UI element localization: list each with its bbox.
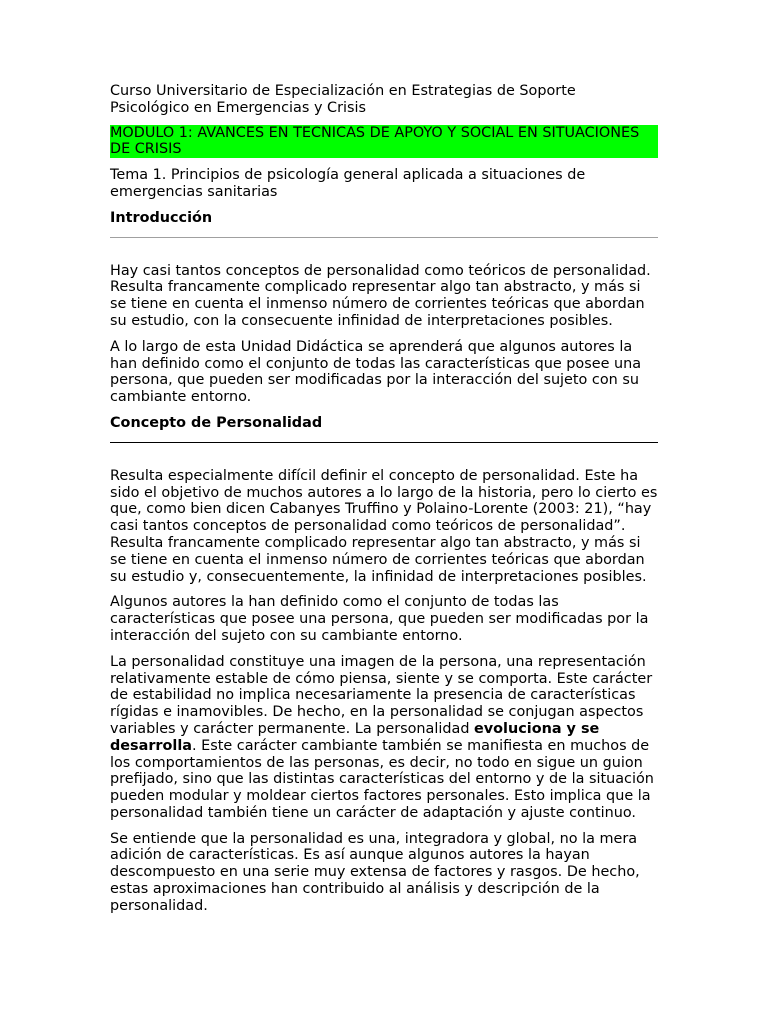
emphasized-text: evoluciona y se desarrolla xyxy=(110,720,600,754)
course-title: Curso Universitario de Especialización en Estrategias de Soporte Psicológico en Emergencias y Crisis xyxy=(110,83,576,116)
concept-paragraph: Resulta especialmente difícil definir el concepto de personalidad. Este ha sido el objetivo de muchos autores a lo largo de la historia, pero lo cierto es que, como bien dicen Cabanyes Truffino y Polaino-Lorente (2003: 21), “hay casi tantos conceptos de personalidad como teóricos de personalidad”. Resulta francamente complicado representar algo tan abstracto, y más si se tiene en cuenta el inmenso número de corrientes teóricas que abordan su estudio y, consecuentemente, la infinidad de interpretaciones posibles. xyxy=(110,467,658,585)
introduction-heading: Introducción xyxy=(110,209,213,226)
paragraph-text: . Este carácter cambiante también se manifiesta en muchos de los comportamientos de las personas, es decir, no todo en sigue un guion prefijado, sino que las distintas características del entorno y de la situación pueden modular y moldear ciertos factores personales. Esto implica que la personalidad también tiene un carácter de adaptación y ajuste continuo. xyxy=(110,737,654,821)
paragraph-text: La personalidad constituye una imagen de la persona, una representación relativamente estable de cómo piensa, siente y se comporta. Este carácter de estabilidad no implica necesariamente la presencia de características rígidas e inamovibles. De hecho, en la personalidad se conjugan aspectos variables y carácter permanente. La personalidad xyxy=(110,653,653,737)
concept-heading: Concepto de Personalidad xyxy=(110,414,323,431)
introduction-paragraph: A lo largo de esta Unidad Didáctica se aprenderá que algunos autores la han definido como el conjunto de todas las características que posee una persona, que pueden ser modificadas por la interacción del sujeto con su cambiante entorno. xyxy=(110,338,642,406)
section-divider xyxy=(110,442,658,443)
introduction-paragraph: Hay casi tantos conceptos de personalidad como teóricos de personalidad. Resulta francamente complicado representar algo tan abstracto, y más si se tiene en cuenta el inmenso número de corrientes teóricas que abordan su estudio, con la consecuente infinidad de interpretaciones posibles. xyxy=(110,262,651,329)
topic-title: Tema 1. Principios de psicología general aplicada a situaciones de emergencias sanitarias xyxy=(110,167,586,200)
section-divider xyxy=(110,237,658,238)
document-page xyxy=(110,83,658,924)
concept-paragraph: Algunos autores la han definido como el conjunto de todas las características que posee una persona, que pueden ser modificadas por la interacción del sujeto con su cambiante entorno. xyxy=(110,594,649,644)
concept-paragraph: Se entiende que la personalidad es una, integradora y global, no la mera adición de características. Es así aunque algunos autores la hayan descompuesto en una serie muy extensa de factores y rasgos. De hecho, estas aproximaciones han contribuido al análisis y descripción de la personalidad. xyxy=(110,830,640,914)
module-title: MODULO 1: AVANCES EN TECNICAS DE APOYO Y SOCIAL EN SITUACIONES DE CRISIS xyxy=(110,125,658,159)
concept-paragraph xyxy=(110,654,658,822)
